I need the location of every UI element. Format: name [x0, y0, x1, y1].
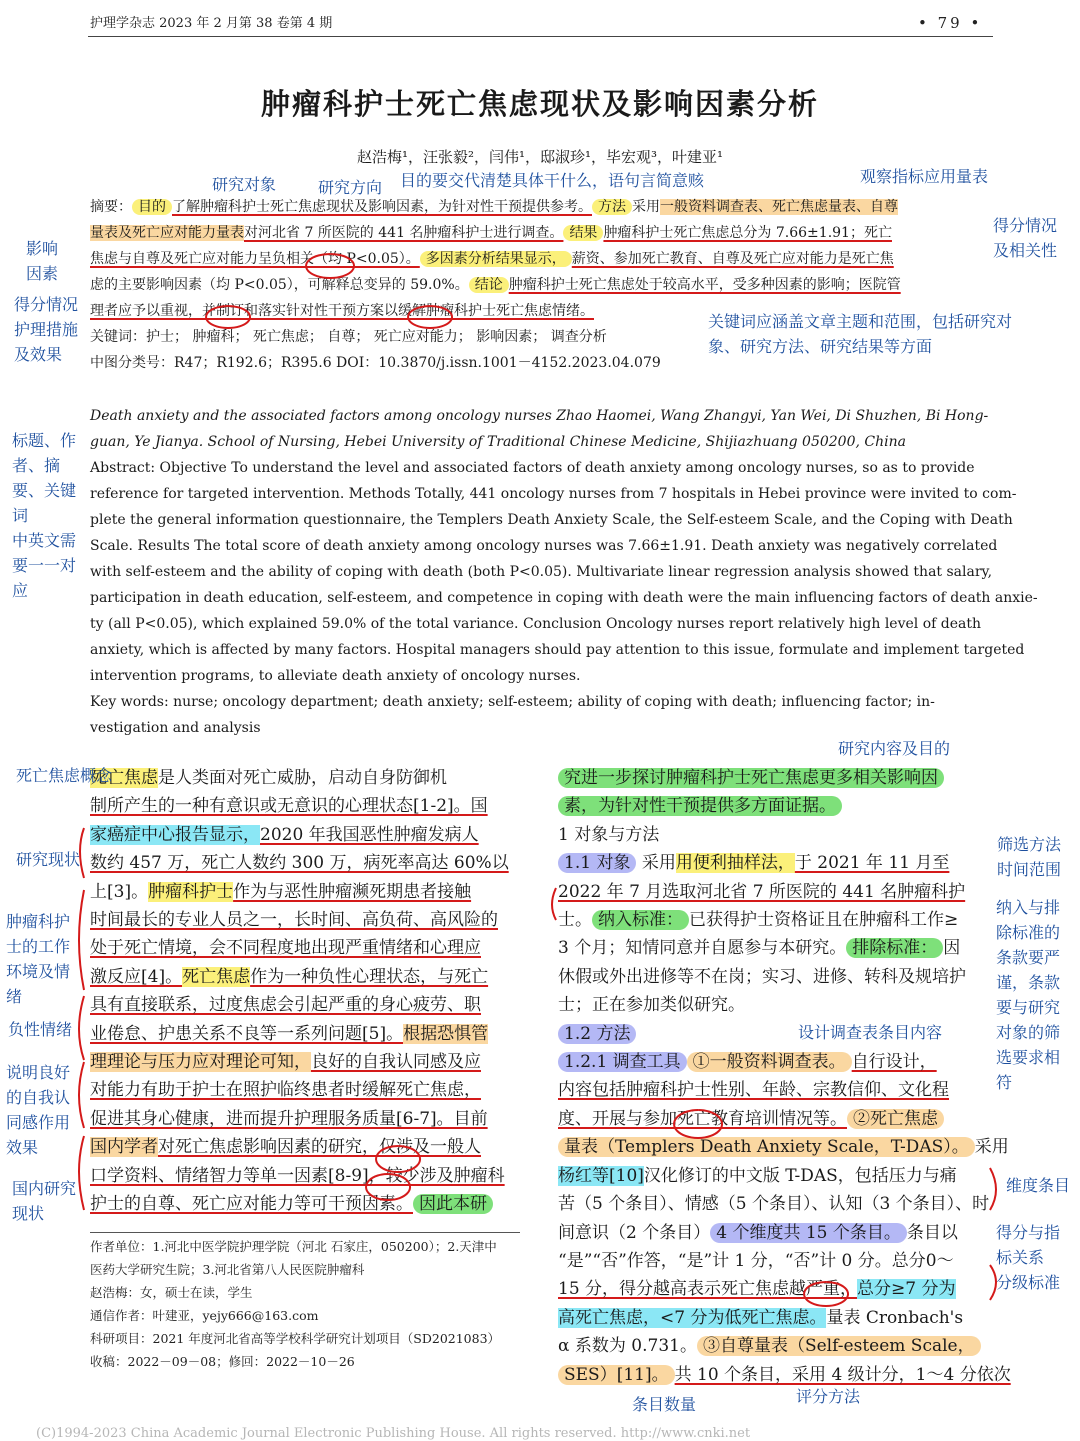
inclusion-criteria: 纳入标准： [592, 910, 689, 930]
note-domestic-status: 国内研究 现状 [12, 1179, 77, 1223]
note-design-items: 设计调查表条目内容 [798, 1023, 943, 1042]
left-bracket-mark [79, 1136, 84, 1210]
abstract-en-line: Scale. Results The total score of death anxiety among oncology nurses was 7.66±1.91. Death anxiety was negatively correlated [90, 538, 998, 554]
right-text: 条目以 [906, 1222, 958, 1243]
keywords-en-cont: vestigation and analysis [90, 720, 261, 736]
abstract-en-line: with self-esteem and the ability of coping with death (both P<0.05). Multivariate linear regression analysis showed that salary, [90, 564, 993, 580]
left-bracket-mark [79, 996, 84, 1060]
variance-text: 虑的主要影响因素（均 P<0.05），可解释总变异的 59.0%。 [90, 277, 469, 293]
right-text: 汉化修订的中文版 T-DAS，包括压力与痛 [643, 1165, 957, 1186]
journal-header: 护理学杂志 2023 年 2 月第 38 卷第 4 期 [90, 16, 333, 31]
circle-mark [674, 1110, 722, 1138]
note-title: 标题、作 者、摘 要、关键 词 中英文需 要一一对 应 [12, 431, 77, 600]
keywords-zh: 关键词：护士； 肿瘤科； 死亡焦虑； 自尊； 死亡应对能力； 影响因素； 调查分析 [90, 329, 607, 345]
left-text: 护士的自尊、死亡应对能力等可干预因素。 [90, 1194, 413, 1215]
note-screening: 筛选方法 时间范围 [997, 835, 1062, 879]
further-study: 究进一步探讨肿瘤科护士死亡焦虑更多相关影响因 [558, 768, 944, 788]
objective-text: 了解肿瘤科护士死亡焦虑现状及影响因素，为针对性干预提供参考。 [172, 199, 592, 215]
circle-mark [376, 1146, 420, 1172]
factors-text: 薪资、参加死亡教育、自尊及死亡应对能力是死亡焦 [571, 251, 894, 267]
note-research-status: 研究现状 [16, 850, 81, 869]
cutoff-highlight-cont: 高死亡焦虑，<7 分为低死亡焦虑。 [558, 1307, 827, 1328]
note-score-criteria: 得分与指 标关系 分级标准 [996, 1223, 1061, 1292]
left-line: 数约 457 万，死亡人数约 300 万，病死率高达 60%以 [90, 853, 509, 874]
note-self-identity: 说明良好 的自我认 同感作用 效果 [6, 1063, 71, 1157]
note-score-measures: 得分情况 护理措施 及效果 [14, 295, 79, 364]
left-text: 良好的自我认同感及应 [311, 1052, 481, 1073]
dimensions-highlight: 4 个维度共 15 个条目。 [710, 1223, 907, 1243]
abstract-en-line: Abstract: Objective To understand the level and associated factors of death anxiety among oncology nurses, so as to provide [90, 460, 975, 476]
section-heading: 1 对象与方法 [558, 824, 660, 845]
note-keywords: 关键词应涵盖文章主题和范围，包括研究对 象、研究方法、研究结果等方面 [708, 312, 1013, 356]
left-bracket-mark [80, 828, 84, 878]
note-research-direction: 研究方向 [318, 178, 383, 197]
paper-title: 肿瘤科护士死亡焦虑现状及影响因素分析 [260, 87, 819, 121]
right-text: 采用 [641, 853, 676, 874]
conclusion-text-cont: 理者应予以重视，并制订和落实针对性干预方案以缓解肿瘤科护士死亡焦虑情绪。 [90, 303, 594, 319]
cancer-center-report: 家癌症中心报告显示， [90, 824, 260, 845]
left-line: 口学资料、情绪智力等单一因素[8-9]，较少涉及肿瘤科 [90, 1165, 505, 1186]
abstract-en-line: ty (all P<0.05), which explained 59.0% of the total variance. Conclusion Oncology nurses report relatively high level of death [90, 616, 982, 632]
scales-text-cont: 量表及死亡应对能力量表 [90, 225, 244, 241]
right-line: 士；正在参加类似研究。 [558, 995, 745, 1016]
right-text: 于 2021 年 11 月至 [794, 853, 950, 874]
left-text: 业倦怠、护患关系不良等一系列问题[5]。 [90, 1023, 404, 1044]
sampling-method: 用便利抽样法， [675, 853, 795, 874]
exclusion-criteria: 排除标准： [846, 938, 943, 958]
right-text: 已获得护士资格证且在肿瘤科工作≥ [689, 910, 959, 931]
right-line: “是”“否”作答，“是”计 1 分，“否”计 0 分。总分0～ [558, 1250, 954, 1271]
objective-label: 目的 [132, 199, 172, 215]
sample-text: 对河北省 7 所医院的 441 名肿瘤科护士进行调查。 [244, 225, 564, 241]
left-text: 作为一种负性心理状态，与死亡 [250, 966, 489, 987]
abstract-en-line: reference for targeted intervention. Methods Totally, 441 oncology nurses from 7 hospitals in Hebei province were invited to com- [90, 486, 1017, 502]
right-text: 间意识（2 个条目） [558, 1222, 711, 1243]
theory-highlight-cont: 理理论与压力应对理论可知， [90, 1052, 311, 1073]
tdas-scale-cont: 量表（Templers Death Anxiety Scale，T-DAS）。 [558, 1137, 975, 1157]
keywords-en: Key words: nurse; oncology department; death anxiety; self-esteem; ability of coping with death; influencing factor; in- [90, 694, 935, 710]
note-indicator: 观察指标应用量表 [860, 167, 989, 186]
footnote-line: 收稿：2022－09－08；修回：2022－10－26 [90, 1354, 355, 1369]
note-score-relation: 得分情况 及相关性 [993, 216, 1058, 260]
left-line: 处于死亡情境，会不同程度地出现严重情绪和心理应 [90, 938, 481, 959]
right-bracket-mark [552, 888, 556, 920]
author-list: 赵浩梅¹，汪张毅²，闫伟¹，邸淑珍¹，毕宏观³，叶建亚¹ [356, 148, 724, 166]
general-questionnaire: ①一般资料调查表。 [687, 1052, 852, 1072]
domestic-scholars: 国内学者 [90, 1137, 158, 1158]
right-line: 苦（5 个条目）、情感（5 个条目）、认知（3 个条目）、时 [558, 1194, 990, 1215]
multifactor-label: 多因素分析结果显示， [420, 251, 572, 267]
abstract-en-line: intervention programs, to alleviate death anxiety of oncology nurses. [90, 668, 581, 684]
abstract-en-line: plete the general information questionnaire, the Templers Death Anxiety Scale, the Self-esteem Scale, and the Coping with Death [90, 512, 1013, 528]
left-text: 激反应[4]。 [90, 966, 183, 987]
circle-mark [206, 306, 250, 328]
copyright-line: (C)1994-2023 China Academic Journal Electronic Publishing House. All rights reserved. http://www.cnki.net [36, 1426, 751, 1441]
circle-mark [366, 1174, 410, 1200]
footnote-line: 赵浩梅：女，硕士在读，学生 [90, 1285, 253, 1300]
clc-doi: 中图分类号：R47；R192.6；R395.6 DOI：10.3870/j.issn.1001－4152.2023.04.079 [90, 355, 661, 371]
theory-highlight: 根据恐惧管 [403, 1023, 489, 1044]
right-text: α 系数为 0.731。 [558, 1336, 697, 1357]
right-text: 量表 Cronbach's [826, 1307, 964, 1328]
note-purpose: 目的要交代清楚具体干什么，语句言简意赅 [400, 171, 705, 190]
ses-scale: ③自尊量表（Self-esteem Scale， [697, 1336, 981, 1356]
note-research-object: 研究对象 [212, 175, 277, 194]
note-nurse-situation: 肿瘤科护 士的工作 环境及情 绪 [6, 912, 71, 1006]
tdas-scale: ②死亡焦虑 [847, 1109, 944, 1129]
cutoff-highlight: 总分≥7 分为 [857, 1279, 956, 1300]
footnote-line: 医药大学研究生院；3.河北省第八人民医院肿瘤科 [90, 1262, 365, 1277]
left-line: 时间最长的专业人员之一，长时间、高负荷、高风险的 [90, 910, 498, 931]
methods-label: 方法 [592, 199, 632, 215]
scales-text: 一般资料调查表、死亡焦虑量表、自尊 [660, 199, 898, 215]
right-text: 共 10 个条目，采用 4 级计分，1～4 分依次 [674, 1364, 1011, 1385]
results-text: 肿瘤科护士死亡焦虑总分为 7.66±1.91；死亡 [603, 225, 892, 241]
conclusion-text: 肿瘤科护士死亡焦虑处于较高水平，受多种因素的影响；医院管 [508, 277, 901, 293]
ses-scale-cont: SES）[11]。 [558, 1365, 675, 1385]
left-line: 制所产生的一种有意识或无意识的心理状态[1-2]。国 [90, 796, 488, 817]
right-line: 内容包括肿瘤科护士性别、年龄、宗教信仰、文化程 [558, 1080, 949, 1101]
methods-heading: 1.2 方法 [558, 1024, 636, 1044]
footnote-line: 通信作者：叶建亚，yejy666@163.com [90, 1308, 319, 1323]
abstract-en-title: Death anxiety and the associated factors among oncology nurses Zhao Haomei, Wang Zhangyi, Yan Wei, Di Shuzhen, Bi Hong- [90, 408, 989, 424]
left-bracket-mark [79, 1062, 84, 1128]
circle-mark [804, 1282, 848, 1306]
note-influence-factors: 影响 因素 [26, 239, 59, 283]
footnote-line: 科研项目：2021 年度河北省高等学校科学研究计划项目（SD2021083） [90, 1331, 501, 1346]
note-death-anxiety-concept: 死亡焦虑概念 [16, 766, 113, 785]
right-text: 3 个月；知情同意并自愿参与本研究。 [558, 938, 847, 959]
abstract-label: 摘要： [90, 199, 132, 215]
tools-heading: 1.2.1 调查工具 [558, 1052, 687, 1072]
death-anxiety-term: 死亡焦虑 [90, 768, 158, 788]
therefore-highlight: 因此本研 [413, 1194, 493, 1214]
right-line: 休假或外出进修等不在岗；实习、进修、转科及规培护 [558, 966, 966, 987]
note-criteria: 纳入与排 除标准的 条款要严 谨，条款 要与研究 对象的筛 选要求相 符 [996, 898, 1061, 1092]
methods-text: 采用 [632, 199, 660, 215]
right-text: 自行设计， [851, 1052, 937, 1073]
abstract-en-line: participation in death education, self-esteem, and competence in coping with death were the main influencing factors of death anxie- [90, 590, 1038, 606]
note-negative-emotion: 负性情绪 [8, 1020, 73, 1039]
right-text: 15 分，得分越高表示死亡焦虑越严重， [558, 1279, 858, 1300]
right-text: 度、开展与参加死亡教育培训情况等。 [558, 1108, 847, 1129]
left-line: 具有直接联系，过度焦虑会引起严重的身心疲劳、职 [90, 995, 481, 1016]
circle-mark [306, 254, 354, 278]
conclusion-label: 结论 [469, 277, 509, 293]
abstract-en-affiliation: guan, Ye Jianya. School of Nursing, Hebei University of Traditional Chinese Medicine, Shijiazhuang 050200, China [90, 434, 906, 450]
note-item-count: 条目数量 [632, 1395, 697, 1414]
right-text: 因 [943, 938, 961, 959]
results-label: 结果 [563, 225, 603, 241]
left-text: 是人类面对死亡威胁，启动自身防御机 [158, 768, 447, 788]
right-text: 采用 [974, 1137, 1009, 1158]
note-scoring-method: 评分方法 [796, 1387, 861, 1406]
left-line: 对能力有助于护士在照护临终患者时缓解死亡焦虑， [90, 1080, 481, 1101]
left-text: 2020 年我国恶性肿瘤发病人 [260, 824, 479, 845]
correlation-text: 焦虑与自尊及死亡应对能力呈负相关（均 P<0.05）。 [90, 251, 420, 267]
right-bracket-mark [990, 1265, 996, 1300]
left-bracket-mark [79, 890, 84, 990]
circle-mark [408, 306, 452, 328]
author-ref: 杨红等[10] [558, 1165, 644, 1186]
abstract-en-line: anxiety, which is affected by many factors. Hospital managers should pay attention to this issue, formulate and implement targeted [90, 642, 1025, 658]
note-content-purpose: 研究内容及目的 [838, 739, 951, 758]
left-text: 作为与恶性肿瘤濒死期患者接触 [233, 881, 472, 902]
page-number: • 79 • [918, 14, 983, 32]
left-text: 上[3]。 [90, 881, 149, 902]
oncology-nurse-term: 肿瘤科护士 [148, 881, 234, 902]
left-line: 促进其身心健康，进而提升护理服务质量[6-7]。目前 [90, 1108, 488, 1129]
right-line: 2022 年 7 月选取河北省 7 所医院的 441 名肿瘤科护 [558, 881, 966, 902]
note-dimension-items: 维度条目 [1006, 1176, 1071, 1195]
further-study-cont: 素，为针对性干预提供多方面证据。 [558, 796, 842, 816]
subject-heading: 1.1 对象 [558, 853, 636, 873]
death-anxiety-term: 死亡焦虑 [182, 966, 251, 987]
right-bracket-mark [990, 1168, 996, 1210]
right-text: 士。 [558, 910, 592, 931]
footnote-line: 作者单位：1.河北中医学院护理学院（河北 石家庄，050200）；2.天津中 [90, 1239, 497, 1254]
left-text: 对死亡焦虑影响因素的研究，仅涉及一般人 [158, 1137, 481, 1158]
